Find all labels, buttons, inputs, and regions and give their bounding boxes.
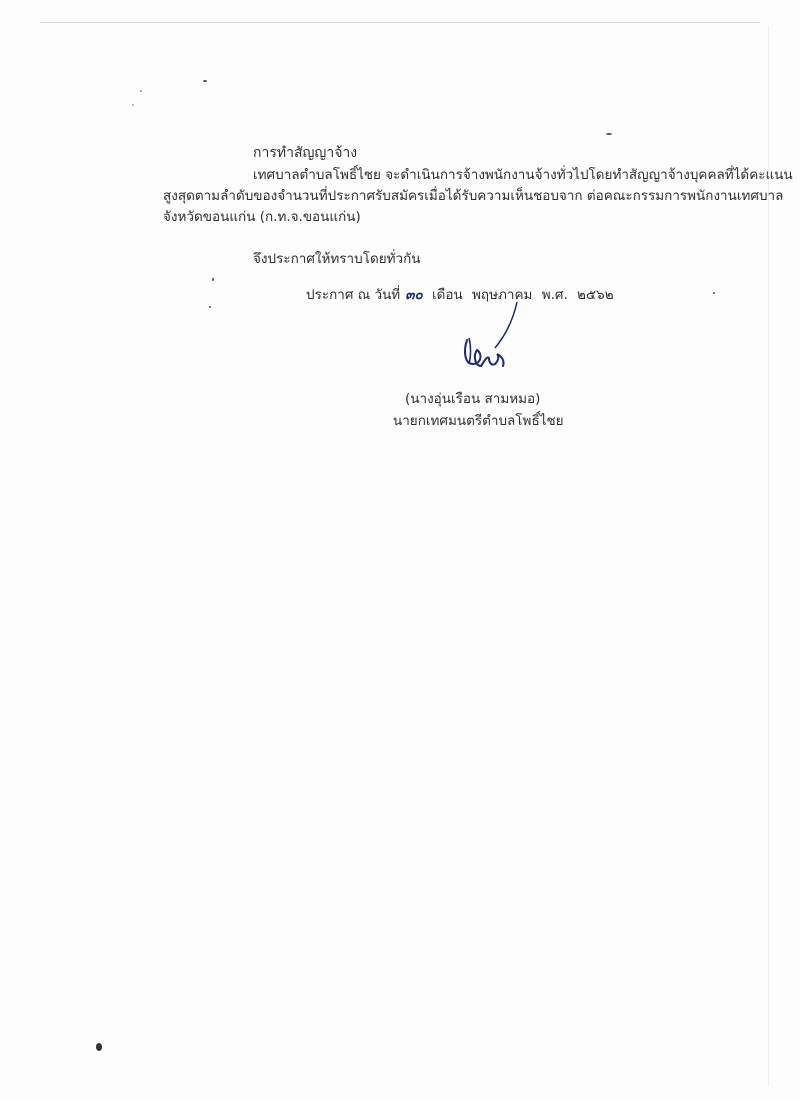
document-heading: การทำสัญญาจ้าง	[253, 145, 358, 161]
scan-speck	[96, 1043, 102, 1051]
scan-speck	[713, 292, 715, 294]
scan-speck	[140, 90, 142, 92]
year-label: พ.ศ.	[541, 287, 568, 303]
date-prefix: ประกาศ ณ วันที่	[306, 287, 401, 303]
signer-name: (นางอุ่นเรือน สามหมอ)	[405, 391, 541, 407]
page-edge-right	[768, 26, 769, 1086]
scan-speck	[132, 104, 134, 106]
signer-title: นายกเทศมนตรีตำบลโพธิ์ไชย	[393, 413, 564, 429]
month-label: เดือน	[431, 287, 463, 303]
paragraph-line-1: เทศบาลตำบลโพธิ์ไชย จะดำเนินการจ้างพนักงานจ้างทั่วไปโดยทำสัญญาจ้างบุคคลที่ได้คะแนน	[253, 167, 793, 183]
paragraph-line-3: จังหวัดขอนแก่น (ก.ท.จ.ขอนแก่น)	[163, 209, 361, 225]
announcement-notice: จึงประกาศให้ทราบโดยทั่วกัน	[253, 251, 421, 267]
year-value: ๒๕๖๒	[577, 287, 614, 303]
scan-speck	[203, 80, 207, 82]
handwritten-signature	[455, 300, 535, 380]
month-value: พฤษภาคม	[472, 287, 533, 303]
paragraph-line-2: สูงสุดตามลำดับของจำนวนที่ประกาศรับสมัครเมื่อได้รับความเห็นชอบจาก ต่อคณะกรรมการพนักงานเทศบาล	[163, 188, 784, 204]
scan-speck	[212, 278, 214, 281]
scan-speck	[606, 133, 612, 135]
scan-speck	[209, 306, 211, 308]
page-edge-top	[40, 22, 760, 23]
handwritten-day: ๓๐	[405, 287, 423, 303]
